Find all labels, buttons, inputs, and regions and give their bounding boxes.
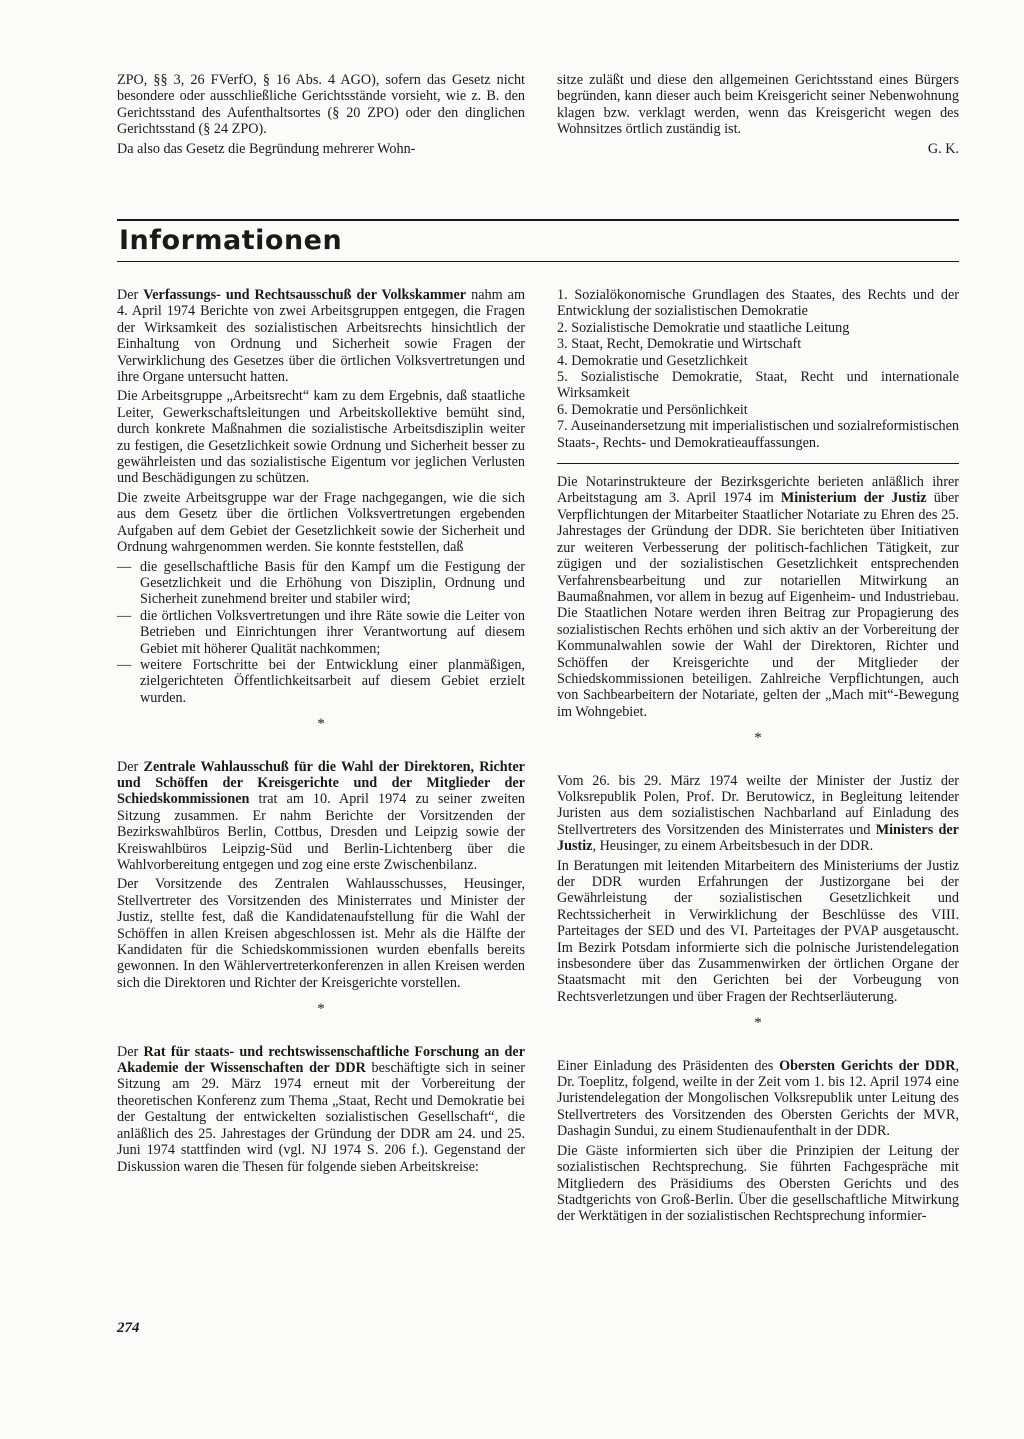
list-item: 6. Demokratie und Persönlichkeit: [557, 401, 748, 418]
article-subject: Obersten Gerichts der DDR: [779, 1057, 956, 1074]
paragraph: sitze zuläßt und diese den allgemeinen Gerichtsstand eines Bürgers begründen, kann dieser auch beim Kreisgericht seiner Nebenwohnung klagen bzw. verklagt werden, wenn das Kreisgericht wegen des Wohnsitzes örtlich zuständig ist.: [557, 72, 959, 138]
main-left-column: [117, 287, 525, 1178]
article-subject: Zentrale Wahlausschuß für die Wahl der Direktoren, Richter und Schöffen der Kreisgerichte und der Mitglieder der Schiedskommissionen: [117, 758, 525, 808]
article-paragraph: Der Zentrale Wahlausschuß für die Wahl der Direktoren, Richter und Schöffen der Kreisgerichte und der Mitglieder der Schiedskommissionen trat am 10. April 1974 zu seiner zweiten Sitzung zusammen. Er nahm Berichte der Vorsitzenden der Bezirkswahlbüros Berlin, Cottbus, Dresden und Leipzig sowie der Kreiswahlbüros Leipzig-Süd und Berlin-Lichtenberg über die Wahlvorbereitung entgegen und zog eine erste Zwischenbilanz.: [117, 758, 525, 873]
article-paragraph: Die Notarinstrukteure der Bezirksgerichte berieten anläßlich ihrer Arbeitstagung am 3. April 1974 im Ministerium der Justiz über Verpflichtungen der Mitarbeiter Staatlicher Notariate zu Ehren des 25. Jahrestages der Gründung der DDR. Sie berichteten über Initiativen zur weiteren Verbesserung der politisch-fachlichen Tätigkeit, zur zügigen und der sozialistischen Gesetzlichkeit entsprechenden Verfahrensbearbeitung und zur notariellen Mitwirkung an Baumaßnahmen, vor allem in bezug auf Eigenheim- und Industriebau. Die Staatlichen Notare werden ihren Beitrag zur Propagierung des sozialistischen Rechts erhöhen und sich aktiv an der Vorbereitung der Kommunalwahlen sowie der Wahl der Direktoren, Richter und Schöffen der Kreisgerichte und der Mitglieder der Schiedskommissionen beteiligen. Zahlreiche Verpflichtungen, auch von Sachbearbeitern der Notariate, gelten der „Mach mit“-Bewegung im Wohngebiet.: [557, 474, 959, 720]
separator-star: *: [317, 1001, 325, 1018]
paragraph: Da also das Gesetz die Begründung mehrerer Wohn-: [117, 140, 416, 157]
article-paragraph: Einer Einladung des Präsidenten des Obersten Gerichts der DDR, Dr. Toeplitz, folgend, weilte in der Zeit vom 1. bis 12. April 1974 eine Juristendelegation der Mongolischen Volksrepublik unter Leitung des Stellvertreters des Vorsitzenden des Obersten Gerichts der MVR, Dashagin Sundui, zu einem Studienaufenthalt in der DDR.: [557, 1057, 959, 1140]
article-paragraph: Der Rat für staats- und rechtswissenschaftliche Forschung an der Akademie der Wissenschaften der DDR beschäftigte sich in seiner Sitzung am 29. März 1974 erneut mit der Vorbereitung der theoretischen Konferenz zum Thema „Staat, Recht und Demokratie bei der Gestaltung der entwickelten sozialistischen Gesellschaft“, die anläßlich des 25. Jahrestages der Gründung der DDR am 24. und 25. Juni 1974 stattfinden wird (vgl. NJ 1974 S. 206 f.). Gegenstand der Diskussion waren die Thesen für folgende sieben Arbeitskreise:: [117, 1043, 526, 1175]
dash-list: [117, 559, 525, 707]
article-paragraph: Der Vorsitzende des Zentralen Wahlausschusses, Heusinger, Stellvertreter des Vorsitzenden des Ministerrates und Minister der Justiz, stellte fest, daß die Kandidatenaufstellung für die Wahl der Schöffen in allen Kreisen abgeschlossen ist. Mehr als die Hälfte der Kandidaten für die Schiedskommissionen wurden ebenfalls bereits gewonnen. In den Wählervertreterkonferenzen in allen Kreisen werden sich die Direktoren und Richter der Kreisgerichte vorstellen.: [117, 876, 525, 991]
article-subject: Ministerium der Justiz: [780, 490, 927, 507]
author-signature: G. K.: [927, 140, 959, 157]
list-item: 4. Demokratie und Gesetzlichkeit: [557, 352, 748, 369]
article-paragraph: Die zweite Arbeitsgruppe war der Frage nachgegangen, wie die sich aus dem Gesetz über die örtlichen Volksvertretungen ergebenden Aufgaben auf dem Gebiet der Gesetzlichkeit sowie der Sicherheit und Ordnung wahrgenommen werden. Sie konnte feststellen, daß: [117, 489, 525, 556]
article-paragraph: Vom 26. bis 29. März 1974 weilte der Minister der Justiz der Volksrepublik Polen, Prof. Dr. Berutowicz, in Begleitung leitender Juristen aus dem sozialistischen Nachbarland auf Einladung des Stellvertreters des Vorsitzenden des Ministerrates und Ministers der Justiz, Heusinger, zu einem Arbeitsbesuch in der DDR.: [557, 772, 959, 855]
separator-star: *: [754, 730, 762, 747]
list-item: — die örtlichen Volksvertretungen und ihre Räte sowie die Leiter von Betrieben und Einrichtungen ihrer Verantwortung auf diesem Gebiet mit höherer Qualität nachkommen;: [117, 608, 525, 657]
list-item: 2. Sozialistische Demokratie und staatliche Leitung: [557, 319, 850, 336]
article-paragraph: Die Arbeitsgruppe „Arbeitsrecht“ kam zu dem Ergebnis, daß staatliche Leiter, Gewerkschaftsleitungen und Arbeitskollektive bemüht sind, durch konkrete Maßnahmen die sozialistische Arbeitsdisziplin weiter zu festigen, die Gesetzlichkeit sowie Ordnung und Sicherheit besser zu gewährleisten und das sozialistische Eigentum vor jeglichen Verlusten und Beschädigungen zu schützen.: [117, 388, 525, 487]
separator-star: *: [754, 1015, 762, 1032]
list-item: 7. Auseinandersetzung mit imperialistischen und sozialreformistischen Staats-, Rechts- und Demokratieauffassungen.: [557, 418, 959, 451]
separator-star: *: [317, 716, 325, 733]
list-item: — die gesellschaftliche Basis für den Kampf um die Festigung der Gesetzlichkeit und die Erhöhung von Disziplin, Ordnung und Sicherheit zunehmend breiter und stabiler wird;: [117, 559, 525, 608]
article-subject: Verfassungs- und Rechtsausschuß der Volkskammer: [143, 287, 467, 303]
working-groups-list: [557, 287, 959, 451]
paragraph: ZPO, §§ 3, 26 FVerfO, § 16 Abs. 4 AGO), sofern das Gesetz nicht besondere oder ausschließliche Gerichtsstände vorsieht, wie z. B. den Gerichtsstand des Aufenthaltsortes (§ 20 ZPO) oder den dinglichen Gerichtsstand (§ 24 ZPO).: [117, 72, 525, 138]
list-item: 3. Staat, Recht, Demokratie und Wirtschaft: [557, 336, 802, 353]
section-rule-bottom: [117, 261, 959, 262]
article-paragraph: Der Verfassungs- und Rechtsausschuß der Volkskammer nahm am 4. April 1974 Berichte von zwei Arbeitsgruppen entgegen, die Fragen der Wirksamkeit des sozialistischen Arbeitsrechts hinsichtlich der Einhaltung von Ordnung und Sicherheit sowie Fragen der Verwirklichung des Gesetzes über die örtlichen Volksvertretungen und ihre Organe untersucht hatten.: [117, 287, 525, 386]
separator-rule: [557, 463, 959, 464]
article-subject: Rat für staats- und rechtswissenschaftliche Forschung an der Akademie der Wissenschaften der DDR: [117, 1043, 525, 1077]
list-item: 1. Sozialökonomische Grundlagen des Staates, des Rechts und der Entwicklung der sozialistischen Demokratie: [557, 287, 959, 320]
top-right-column: [557, 72, 959, 160]
list-item: — weitere Fortschritte bei der Entwicklung einer planmäßigen, zielgerichteten Öffentlichkeitsarbeit auf diesem Gebiet erzielt wurden.: [117, 657, 525, 706]
article-paragraph: In Beratungen mit leitenden Mitarbeitern des Ministeriums der Justiz der DDR wurden Erfahrungen der Justizorgane bei der Gewährleistung der sozialistischen Gesetzlichkeit und Rechtssicherheit in Verwirklichung der Beschlüsse des VIII. Parteitages der SED und des VI. Parteitages der PVAP ausgetauscht. Im Bezirk Potsdam informierte sich die polnische Juristendelegation insbesondere über das Zusammenwirken der örtlichen Organe der Staatsmacht mit den Gerichten bei der Vorbeugung von Rechtsverletzungen und über Fragen der Rechtserläuterung.: [557, 857, 959, 1005]
section-rule-top: [117, 219, 959, 221]
article-paragraph: Die Gäste informierten sich über die Prinzipien der Leitung der sozialistischen Rechtsprechung. Sie führten Fachgespräche mit Mitgliedern des Präsidiums des Obersten Gerichts und des Stadtgerichts von Groß-Berlin. Über die gesellschaftliche Mitwirkung der Werktätigen in der sozialistischen Rechtsprechung informier-: [557, 1142, 959, 1225]
page-number: 274: [117, 1320, 140, 1336]
section-title: Informationen: [119, 225, 343, 256]
article-subject: Ministers der Justiz: [557, 821, 959, 855]
list-item: 5. Sozialistische Demokratie, Staat, Recht und internationale Wirksamkeit: [557, 369, 959, 402]
top-left-column: [117, 72, 525, 160]
main-right-column: [557, 287, 959, 1228]
